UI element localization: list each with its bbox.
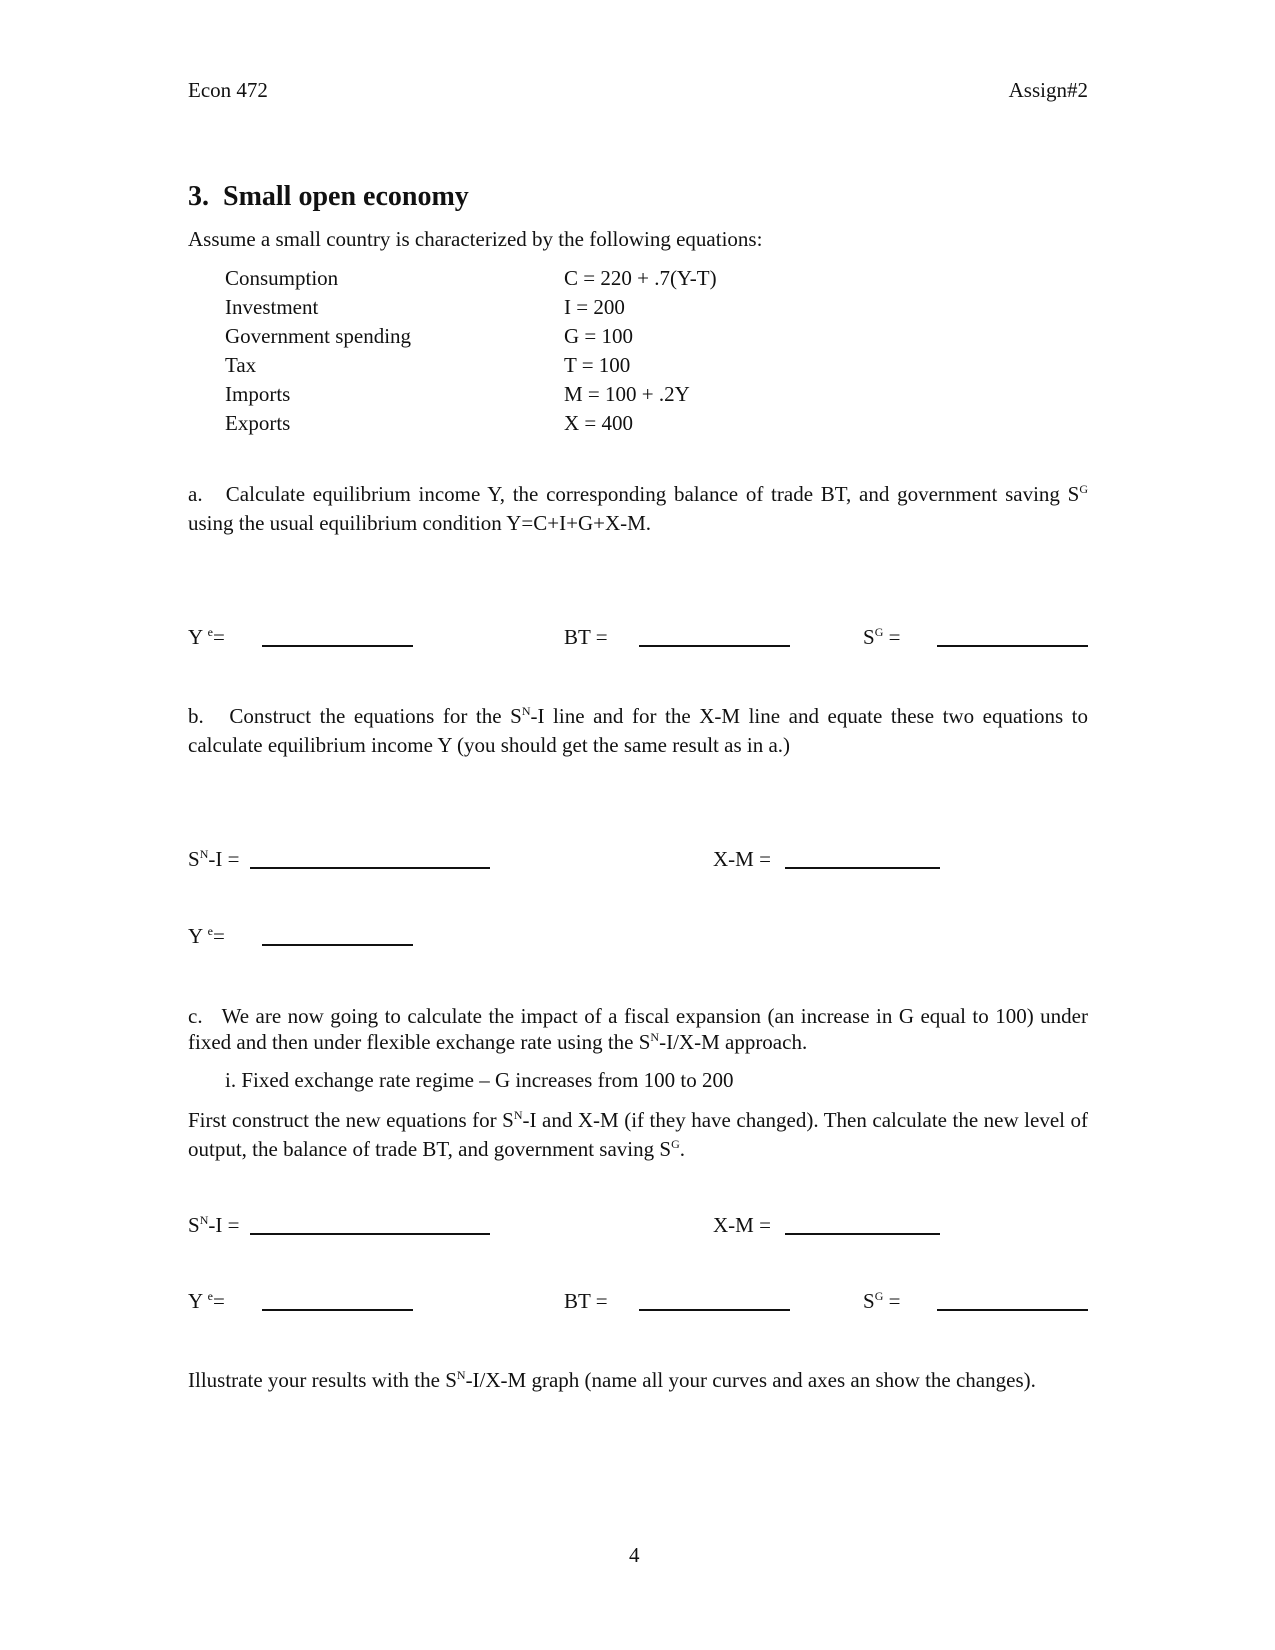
assignment-label: Assign#2 <box>1008 78 1088 102</box>
x-m-answer-blank[interactable] <box>785 1233 940 1235</box>
part-b-letter: b. <box>188 704 204 728</box>
part-c-instructions: First construct the new equations for $S^N-I$ and X-M (if they have changed). Then calculate the new level of output, the balance of trade BT, and government saving $S^G$. <box>188 1108 1088 1161</box>
equation-formula: I = 200 <box>564 295 625 319</box>
part-a-letter: a. <box>188 482 203 506</box>
x-m-label: X-M = <box>713 847 771 871</box>
illustrate-instructions: Illustrate your results with the $S^N-I/X-M$ graph (name all your curves and axes an show the changes). <box>188 1368 1036 1392</box>
course-name: Econ 472 <box>188 78 268 102</box>
y-eq-label: Y $^e$= <box>188 1289 225 1313</box>
part-b-text: -I line and for the X-M line and equate these two equations to calculate equilibrium income Y (you should get the same result as in a.) <box>188 704 1089 757</box>
superscript: N <box>521 704 531 718</box>
part-b-text: Construct the equations for the S <box>229 704 522 728</box>
sn-i-answer-blank[interactable] <box>250 1233 490 1235</box>
equation-label: Government spending <box>225 324 412 348</box>
bt-answer-blank[interactable] <box>639 645 790 647</box>
part-c-letter: c. <box>188 1004 203 1028</box>
y-eq-label: Y $^e$= <box>188 924 225 948</box>
sg-answer-blank[interactable] <box>937 645 1088 647</box>
sg-answer-blank[interactable] <box>937 1309 1088 1311</box>
section-number: 3. <box>188 181 209 212</box>
sg-label: $S^G$ = <box>863 625 901 649</box>
bt-answer-blank[interactable] <box>639 1309 790 1311</box>
sg-label: $S^G$ = <box>863 1289 901 1313</box>
bt-label: BT = <box>564 1289 608 1313</box>
sn-i-label: $S^N-I$ = <box>188 1213 240 1237</box>
equation-formula: G = 100 <box>564 324 634 348</box>
equation-formula: C = 220 + .7(Y-T) <box>564 266 717 290</box>
superscript: G <box>1079 482 1089 496</box>
section-title <box>188 183 469 211</box>
sn-i-answer-blank[interactable] <box>250 867 490 869</box>
page-number: 4 <box>629 1543 640 1567</box>
part-c-text: We are now going to calculate the impact of a fiscal expansion (an increase in G equal to 100) under fixed and then under flexible exchange rate using the S <box>188 1004 1088 1054</box>
equation-label: Exports <box>225 411 291 435</box>
part-c-question <box>188 1003 1088 1058</box>
y-answer-blank[interactable] <box>262 944 413 946</box>
equation-formula: T = 100 <box>564 353 631 377</box>
section-title-text: Small open economy <box>223 181 469 212</box>
equation-label: Tax <box>225 353 257 377</box>
bt-label: BT = <box>564 625 608 649</box>
y-eq-label: Y $^e$= <box>188 625 225 649</box>
x-m-label: X-M = <box>713 1213 771 1237</box>
part-c-subitem-i: i. Fixed exchange rate regime – G increases from 100 to 200 <box>225 1068 734 1092</box>
equation-formula: M = 100 + .2Y <box>564 382 690 406</box>
part-a-text: Calculate equilibrium income Y, the corresponding balance of trade BT, and government saving S <box>225 482 1080 506</box>
equation-label: Consumption <box>225 266 339 290</box>
part-a-question <box>188 481 1088 536</box>
part-b-question <box>188 703 1088 758</box>
section-intro: Assume a small country is characterized by the following equations: <box>188 227 763 251</box>
x-m-answer-blank[interactable] <box>785 867 940 869</box>
equation-label: Investment <box>225 295 319 319</box>
part-c-text: -I/X-M approach. <box>659 1030 808 1054</box>
part-a-text: using the usual equilibrium condition Y=C+I+G+X-M. <box>188 511 652 535</box>
superscript: N <box>650 1030 660 1044</box>
equation-formula: X = 400 <box>564 411 634 435</box>
equation-label: Imports <box>225 382 291 406</box>
sn-i-label: $S^N-I$ = <box>188 847 240 871</box>
y-answer-blank[interactable] <box>262 1309 413 1311</box>
y-answer-blank[interactable] <box>262 645 413 647</box>
